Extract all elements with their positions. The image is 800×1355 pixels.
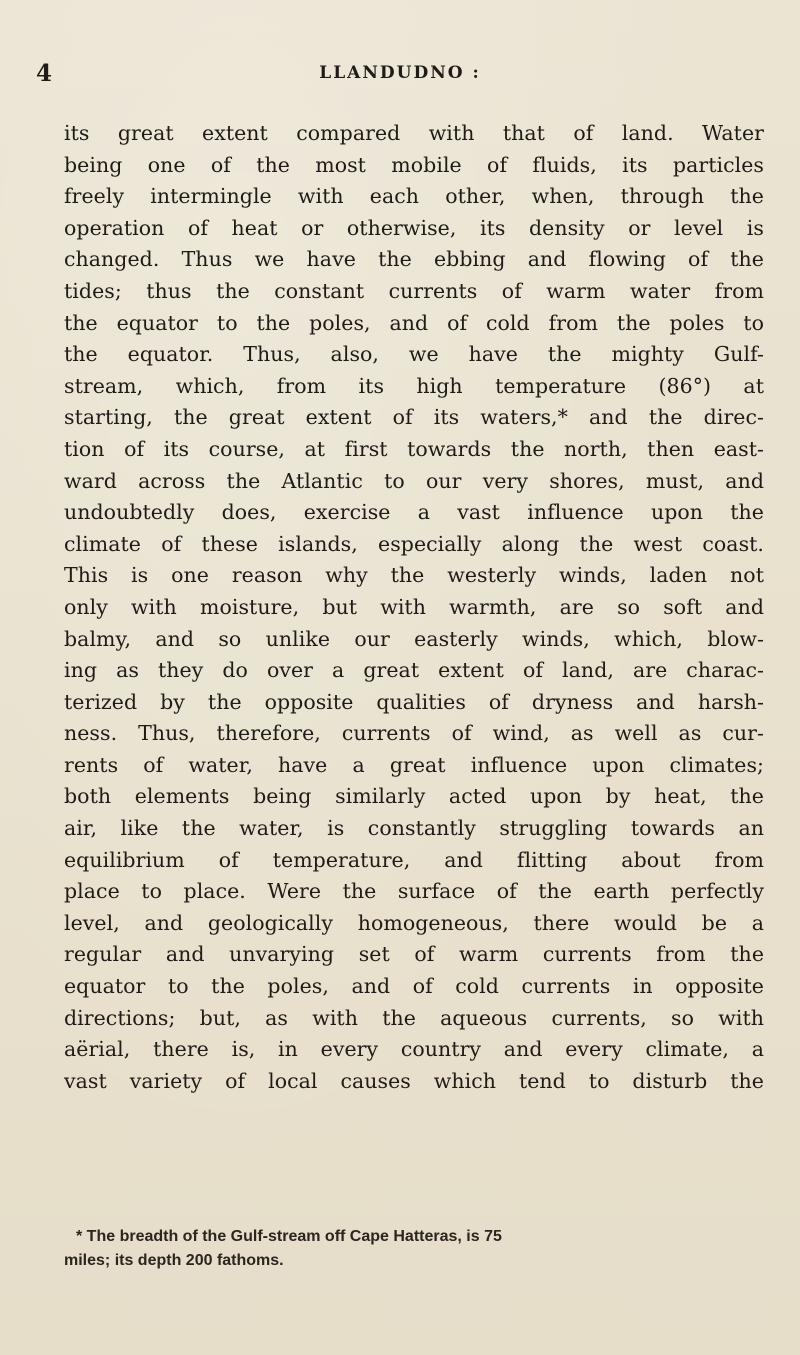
text-line: This is one reason why the westerly winds, laden not [64, 563, 764, 588]
text-line: its great extent compared with that of land. Water [64, 121, 764, 145]
text-line: climate of these islands, especially along the west coast. [64, 531, 764, 556]
text-line: the equator. Thus, also, we have the mighty Gulf- [64, 342, 764, 367]
text-line: ward across the Atlantic to our very shores, must, and [64, 468, 764, 493]
text-line: stream, which, from its high temperature (86°) at [64, 373, 764, 398]
text-line: both elements being similarly acted upon by heat, the [64, 784, 764, 809]
text-line: air, like the water, is constantly struggling towards an [64, 816, 764, 841]
text-line: terized by the opposite qualities of dryness and harsh- [64, 689, 764, 714]
running-head [0, 60, 800, 90]
text-line: equilibrium of temperature, and flitting about from [64, 847, 764, 872]
text-line: balmy, and so unlike our easterly winds, which, blow- [64, 626, 764, 651]
text-line: level, and geologically homogeneous, there would be a [64, 910, 764, 935]
text-line: tides; thus the constant currents of warm water from [64, 278, 764, 303]
text-line: tion of its course, at first towards the north, then east- [64, 436, 764, 461]
text-line: freely intermingle with each other, when, through the [64, 184, 764, 209]
footnote-line: miles; its depth 200 fathoms. [64, 1252, 284, 1269]
body-text [64, 118, 764, 1097]
text-line: regular and unvarying set of warm currents from the [64, 942, 764, 967]
text-line: undoubtedly does, exercise a vast influence upon the [64, 500, 764, 525]
text-line: vast variety of local causes which tend to disturb the [64, 1068, 764, 1093]
text-line: place to place. Were the surface of the earth perfectly [64, 879, 764, 904]
text-line: aërial, there is, in every country and every climate, a [64, 1037, 764, 1062]
text-line: starting, the great extent of its waters,* and the direc- [64, 405, 764, 430]
footnote-line: * The breadth of the Gulf-stream off Cape Hatteras, is 75 [76, 1228, 502, 1245]
running-title: LLANDUDNO : [319, 63, 481, 83]
text-line: equator to the poles, and of cold currents in opposite [64, 974, 764, 999]
footnote [64, 1225, 764, 1273]
text-line: ing as they do over a great extent of land, are charac- [64, 658, 764, 683]
text-line: only with moisture, but with warmth, are so soft and [64, 594, 764, 619]
text-line: ness. Thus, therefore, currents of wind, as well as cur- [64, 721, 764, 746]
text-line: changed. Thus we have the ebbing and flowing of the [64, 247, 764, 272]
text-line: operation of heat or otherwise, its density or level is [64, 215, 764, 240]
text-line: rents of water, have a great influence upon climates; [64, 752, 764, 777]
text-line: directions; but, as with the aqueous currents, so with [64, 1005, 764, 1030]
text-line: being one of the most mobile of fluids, its particles [64, 152, 764, 177]
text-line: the equator to the poles, and of cold from the poles to [64, 310, 764, 335]
page-number: 4 [36, 60, 53, 87]
